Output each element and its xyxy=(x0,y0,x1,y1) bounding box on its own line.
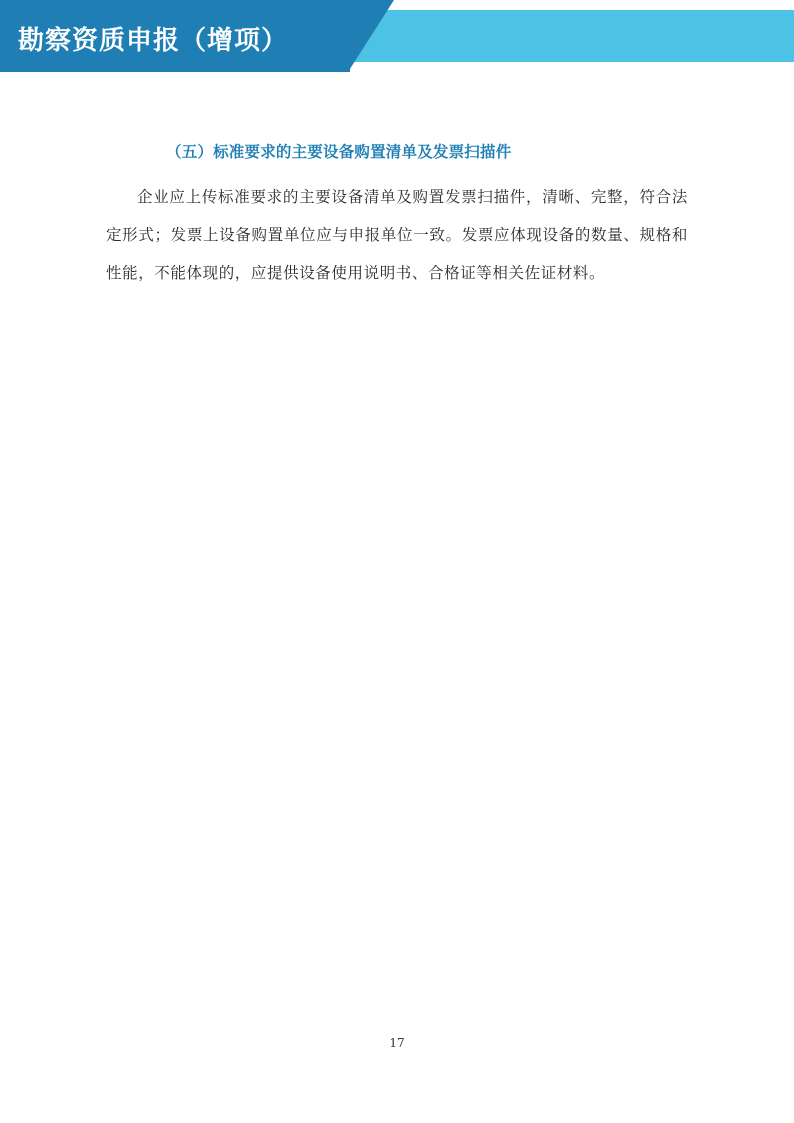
document-body xyxy=(0,72,794,292)
page-number: 17 xyxy=(389,1036,405,1050)
header-title: 勘察资质申报（增项） xyxy=(18,26,289,56)
body-paragraph: 企业应上传标准要求的主要设备清单及购置发票扫描件，清晰、完整，符合法定形式；发票上设备购置单位应与申报单位一致。发票应体现设备的数量、规格和性能，不能体现的，应提供设备使用说明书、合格证等相关佐证材料。 xyxy=(106,188,688,282)
section-heading: （五）标准要求的主要设备购置清单及发票扫描件 xyxy=(166,143,512,161)
page-header-banner xyxy=(0,0,794,72)
